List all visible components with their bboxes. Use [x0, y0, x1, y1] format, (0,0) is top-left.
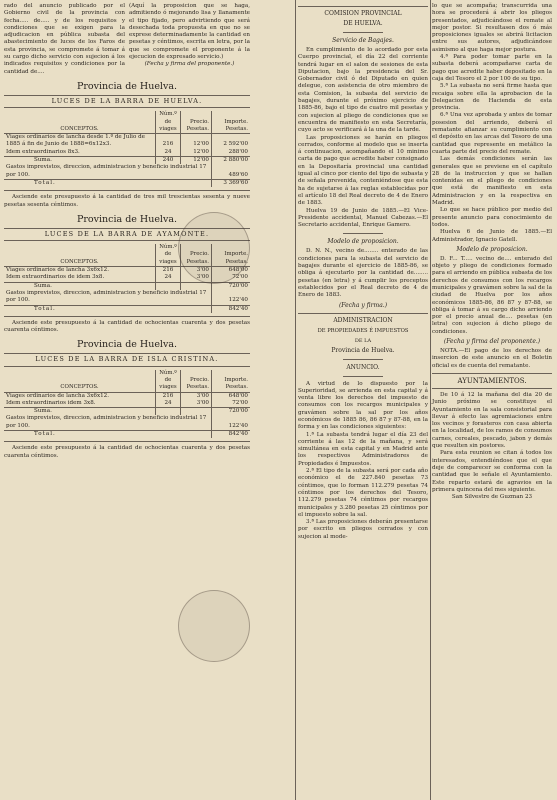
section-subtitle: LUCES DE LA BARRA DE ISLA CRISTINA.: [4, 353, 250, 366]
paragraph: 2.ª El tipo de la subasta será por cada año económico el de 227.840 pesetas 73 céntimos, que lo forman 112.279 pesetas 74 céntimos por los derechos del Tesoro, 112.279 pesetas 74 céntimos por recargos municipales y 3.280 pesetas 25 céntimos por el impuesto sobre la sal.: [298, 468, 428, 518]
paragraph: Huelva 19 de Junio de 1885.—El Vice-Presidente accidental, Manuel Cabezas.—El Secretario accidental, Enrique Gamero.: [298, 207, 428, 229]
admin-heading: ADMINISTRACION: [333, 316, 393, 324]
paragraph: 5.ª La subasta no será firme hasta que recaiga sobre ella la aprobacion de la Delegacion de Hacienda de esta provincia.: [432, 83, 552, 112]
header-concept: CONCEPTOS.: [4, 111, 156, 133]
suma-row: [4, 157, 250, 165]
extras-amount: 489'60: [228, 171, 248, 178]
total-amount: 842'40: [212, 431, 251, 439]
amount-cell: 288'00: [228, 148, 248, 155]
trips-cell: 216: [156, 134, 181, 149]
paragraph: Las demás condiciones serán las generales que se previene en el capítulo 28 de la instruccion y que se hallan contenidas en el pliego de condiciones que está de manifiesto en esta Administracion y en la respectiva en Madrid.: [432, 156, 552, 207]
suma-trips: [156, 408, 181, 416]
column-divider: [430, 0, 431, 800]
total-label: Total.: [4, 179, 212, 187]
amount-cell: 72'00: [232, 274, 248, 281]
paragraph: Las proposiciones se harán en pliegos cerrados, conforme al modelo que se inserta á continuacion, acompañando el 10 minimo carta de pago que acredite haber consignado en la Depositaría provincial una cantidad igual al cinco por ciento del tipo de subasta y de señala prevenida, conteniéndose que esta ha de sujetarse á las reglas establecidas por el artículo 18 del Real decreto de 4 de Enero de 1883.: [298, 134, 428, 207]
signature-line: San Silvestre de Guzman 23: [451, 494, 533, 501]
paragraph: 1.ª La subasta tendrá lugar el día 23 del corriente á las 12 de la mañana, y será simultánea en esta capital y en Madrid ante los respectivos Administradores de Propiedades é Impuestos.: [298, 431, 428, 467]
header-trips: Núm.º de viages: [156, 244, 181, 266]
amount-cell: 648'00: [228, 392, 248, 399]
suma-amount: 720'00: [212, 408, 251, 416]
budget-note: Asciende este presupuesto á la cantidad de ochocientas cuarenta y dos pesetas cuarenta céntimos.: [4, 319, 250, 334]
price-cell: 3'00: [181, 392, 212, 400]
header-price: Precio. Pesetas.: [181, 111, 212, 133]
trips-cell: 24: [156, 149, 181, 157]
top-left-text: rado del anuncio publicado por el Gobierno civil de la provincia con fecha..... de..... y de los requisitos y condiciones que se exigen para la adjudicacion en pública subasta del abastecimiento de luces de los Faros de esta provincia, se compromete á tomar á su cargo dicho servicio con sujecion á los indicados requisitos y condiciones por la cantidad de....: [4, 3, 125, 75]
suma-trips: [156, 282, 181, 290]
header-price: Precio. Pesetas.: [181, 370, 212, 392]
top-right-sign: (Fecha y firma del proponente.): [144, 61, 235, 68]
admin-province: Provincia de Huelva.: [331, 346, 395, 354]
price-cell: 12'00: [181, 134, 212, 149]
top-right-text: (Aquí la proposicion que se haga, admitiendo ó mejorando lisa y llanamente el tipo fijado, pero advirtiendo que será desechada toda propuesta en que no se exprese determinadamente la cantidad en pesetas y céntimos, escrita en letra, por la que se compromete el proponente á la ejecucion de expresado servicio.): [129, 3, 250, 61]
price-cell: 3'00: [181, 267, 212, 275]
trips-cell: 24: [156, 400, 181, 408]
suma-label: Suma.: [4, 282, 156, 290]
model-title: Modelo de proposicion.: [327, 238, 399, 246]
paragraph: lo que se acompaña; transcurrida una hora se procederá á abrir los pliegos presentados, adjudicándose el remate al mejor postor. Si resultasen dos ó más proposiciones iguales se abrirá licitacion entre sus autores, adjudicándose asimismo al que haga mejor postura.: [432, 3, 552, 53]
section-subtitle: LUCES DE LA BARRA DE AYAMONTE.: [4, 228, 250, 241]
paragraph: Para esta reunion se citan á todos los interesados, entendiéndose que el que deje de comparecer se conforma con la cantidad que le señale el Ayuntamiento. Este reparto estará de agravios en la primera quincena del mes siguiente.: [432, 450, 552, 493]
concept-cell: Viages ordinarios de lancha 3x6x12.: [4, 392, 156, 400]
suma-label: Suma.: [4, 408, 156, 416]
table-row: [4, 134, 250, 149]
suma-trips: 240: [156, 157, 181, 165]
price-cell: 3'00: [181, 400, 212, 408]
suma-label: Suma.: [4, 157, 156, 165]
price-cell: 3'00: [181, 274, 212, 282]
suma-price: [181, 408, 212, 416]
model-title: Modelo de proposicion.: [456, 245, 528, 253]
amount-cell: 648'00: [228, 267, 248, 274]
budget-note: Asciende este presupuesto á la cantidad de tres mil trescientas sesenta y nueve pesetas sesenta céntimos.: [4, 194, 250, 208]
total-label: Total.: [4, 431, 212, 439]
header-price: Precio. Pesetas.: [181, 244, 212, 266]
ink-stamp: [178, 590, 250, 662]
concept-cell: Viages ordinarios de lancha desde 1.º de Julio de 1885 á fin de Junio de 1888=6x12x3.: [4, 134, 156, 149]
trips-cell: 216: [156, 267, 181, 275]
extras-row: [4, 290, 250, 305]
commission-subheading: DE HUELVA.: [343, 20, 383, 27]
paragraph: 6.ª Una vez aprobada y antes de tomar posesion del arriendo, deberá el rematante afianzar su cumplimiento con el depósito en las arcas del Tesoro de una cantidad que represente en metálico la cuarta parte del precio del remate.: [432, 112, 552, 155]
right-column: [432, 3, 552, 501]
table-row: [4, 392, 250, 400]
section-subtitle: LUCES DE LA BARRA DE HUELVA.: [4, 95, 250, 108]
model-text: D. N. N., vecino de........ enterado de las condiciones para la subasta del servicio de bagajes durante el ejercicio de 1885-86, se obliga á ejecutarlo por la cantidad de........ pesetas (en letra) y á cumplir los preceptos establecidos por el Real decreto de 4 de Enero de 1883.: [298, 248, 428, 299]
suma-amount: 720'00: [212, 282, 251, 290]
budget-table: [4, 370, 250, 439]
extras-row: [4, 164, 250, 179]
top-twocol: [4, 3, 250, 76]
amount-cell: 2 592'00: [223, 141, 248, 148]
announcement-title: ANUNCIO.: [346, 363, 380, 371]
budget-note: Asciende este presupuesto á la cantidad de ochocientas cuarenta y dos pesetas cuarenta céntimos.: [4, 445, 250, 459]
trips-cell: 216: [156, 392, 181, 400]
table-row: [4, 149, 250, 157]
commission-heading: COMISION PROVINCIAL: [324, 10, 402, 17]
price-cell: 12'00: [181, 149, 212, 157]
extras-label: Gastos imprevistos, direccion, administracion y beneficio industrial 17 por 100.: [4, 415, 212, 430]
concept-cell: Viages ordinarios de lancha 3x6x12.: [4, 267, 156, 275]
model-text: D. F... T..... vecino de.... enterado del objeto y pliego de condiciones formado para el arriendo en pública subasta de los derechos de consumos con los recargos municipales y gravámen sobre la sal de la ciudad de Huelva por los años económicos 1885-86, 86 87 y 87-88, se obliga á tomar á su cargo dicho arriendo por el precio anual de.... pesetas (en letra) con sujecion á dicho pliego de condiciones.: [432, 255, 552, 335]
concept-cell: Idem extraordinarios 8x3.: [4, 149, 156, 157]
total-amount: 3 369'60: [212, 179, 251, 187]
suma-price: 12'00: [181, 157, 212, 165]
paragraph: 4.ª Para poder tomar parte en la subasta deberá acompañarse carta de pago que acredite haber depositado en la caja del Tesoro el 2 por 100 de su tipo.: [432, 54, 552, 82]
total-row: [4, 431, 250, 439]
header-trips: Núm.º de viages: [156, 370, 181, 392]
service-heading: Servicio de Bagajes.: [332, 37, 394, 44]
ink-stamp: [178, 212, 250, 284]
model-sign: (Fecha y firma.): [338, 301, 388, 309]
budget-table: [4, 111, 250, 187]
extras-label: Gastos imprevistos, direccion, administracion y beneficio industrial 17 por 100.: [4, 290, 212, 305]
trips-cell: 24: [156, 274, 181, 282]
concept-cell: Idem extraordinarios idem 3x8.: [4, 400, 156, 408]
total-label: Total.: [4, 305, 212, 313]
section-title: Provincia de Huelva.: [76, 80, 178, 92]
header-amount: Importe. Pesetas.: [212, 244, 251, 266]
header-concept: CONCEPTOS.: [4, 244, 156, 266]
total-row: [4, 179, 250, 187]
header-amount: Importe. Pesetas.: [212, 111, 251, 133]
extras-amount: 122'40: [228, 422, 248, 429]
paragraph: 3.ª Las proposiciones deberán presentarse por escrito en pliegos cerrados y con sujecion al mode-: [298, 519, 428, 540]
ayuntamientos-heading: AYUNTAMIENTOS.: [457, 376, 527, 385]
paragraph: De 10 á 12 la mañana del dia 20 de Junio próximo se constituye el Ayuntamiento en la sala consistorial para llevar á efecto las agremiaciones entre los vecinos y forasteros con casa abierta en la localidad, de los ramos de consumos carnes, cereales, pescado, jabon y demás que resulten sin postores.: [432, 391, 552, 450]
total-amount: 842'40: [212, 305, 251, 313]
admin-subheading: DE PROPIEDADES É IMPUESTOS: [317, 327, 409, 334]
header-trips: Núm.º de viages: [156, 111, 181, 133]
table-row: [4, 400, 250, 408]
section-title: Provincia de Huelva.: [76, 339, 178, 351]
paragraph: A virtud de lo dispuesto por la Superioridad, se arrienda en esta capital y á venta libre los derechos del impuesto de consumos con los recargos municipales y gravámen sobre la sal por los años económicos de 1885 86, 86 87 y 87-88, en la forma y en las condiciones siguientes:: [298, 380, 428, 431]
header-concept: CONCEPTOS.: [4, 370, 156, 392]
concept-cell: Idem extraordinarios de idem 3x8.: [4, 274, 156, 282]
table-header-row: [4, 370, 250, 392]
suma-amount: 2 880'00: [212, 157, 251, 165]
extras-label: Gastos imprevistos, direccion, administracion y beneficio industrial 17 por 100.: [4, 164, 212, 179]
paragraph: Huelva 6 de Junio de 1885.—El Administrador, Ignacio Gatell.: [432, 229, 552, 243]
total-row: [4, 305, 250, 313]
paragraph: Lo que se hace público por medio del presente anuncio para conocimiento de todos.: [432, 207, 552, 228]
header-amount: Importe. Pesetas.: [212, 370, 251, 392]
model-sign: (Fecha y firma del proponente.): [443, 338, 541, 346]
admin-de-la: DE LA: [354, 337, 372, 344]
extras-row: [4, 415, 250, 430]
column-divider: [295, 0, 296, 800]
budget-section: [4, 80, 250, 209]
section-title: Provincia de Huelva.: [76, 213, 178, 225]
table-header-row: [4, 111, 250, 133]
paragraph: En cumplimiento de lo acordado por esta Cuerpo provincial, el día 22 del corriente tendrá lugar en el salon de sesiones de esta Diputacion, bajo la presidencia del Sr. Gobernador civil ó del Diputado en quien delegue, con asistencia de otro miembro de esta Comision, la subasta del servicio de bagajes, durante el próximo ejercicio de 1885-86, bajo el tipo de cuatro mil pesetas y con sujecion al pliego de condiciones que se encuentra de manifiesto en esta Secretaría, cuyo acto se verificará á la una de la tarde.: [298, 47, 428, 134]
amount-cell: 72'00: [232, 399, 248, 406]
budget-section: [4, 338, 250, 460]
note-text: NOTA.—El pago de los derechos de insercion de este anuncio en el Boletin oficial es de cuenta del rematante.: [432, 348, 552, 369]
suma-row: [4, 408, 250, 416]
extras-amount: 122'40: [228, 297, 248, 304]
middle-column: [298, 3, 428, 541]
